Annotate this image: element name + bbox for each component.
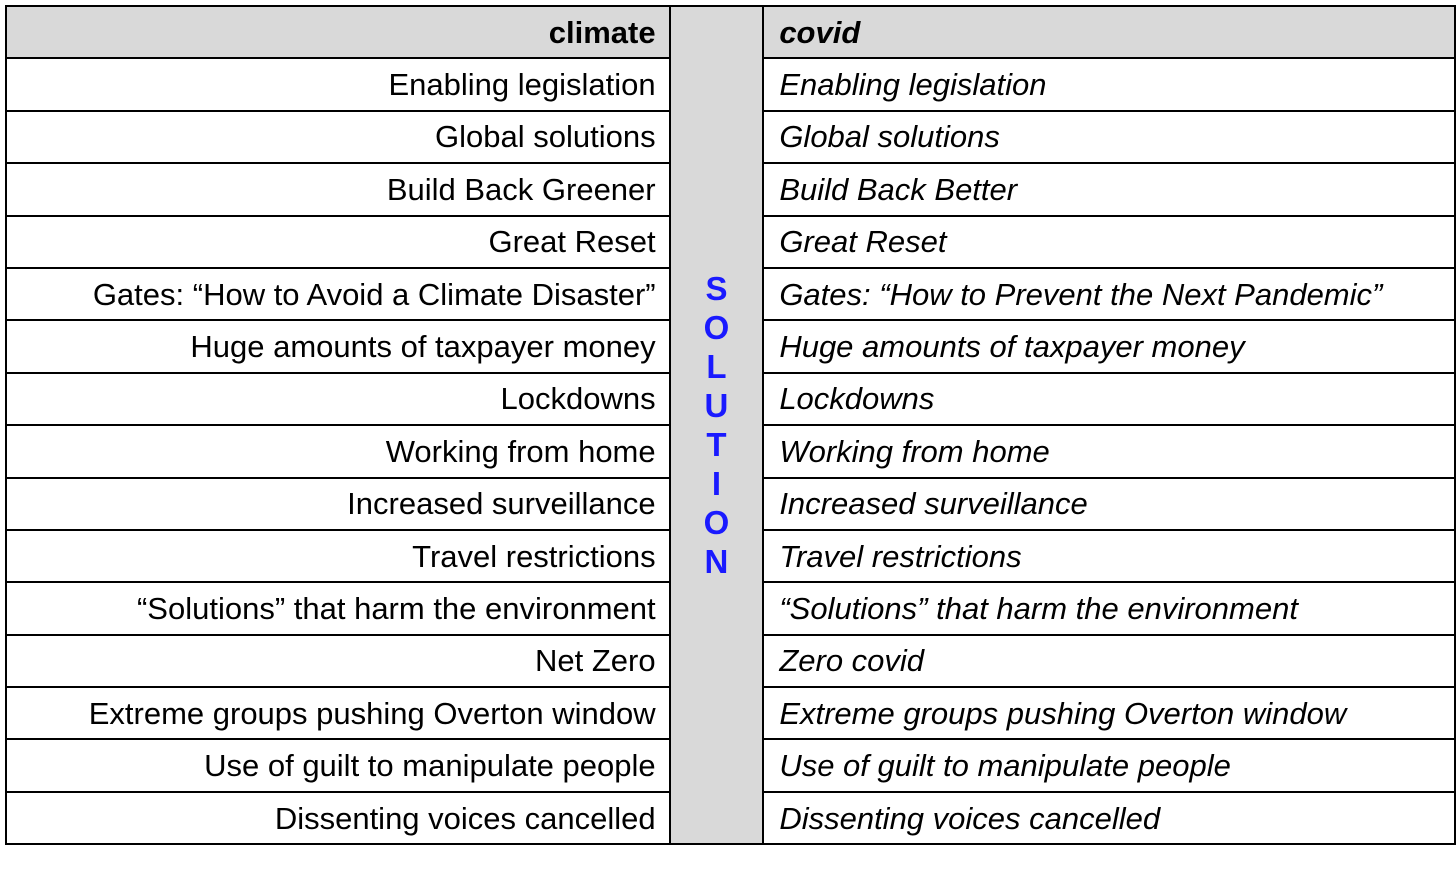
comparison-table: [5, 5, 1456, 845]
climate-cell: Enabling legislation: [6, 58, 670, 110]
climate-cell: Extreme groups pushing Overton window: [6, 687, 670, 739]
climate-cell: “Solutions” that harm the environment: [6, 582, 670, 634]
solution-column: [670, 6, 764, 844]
solution-letter: L: [706, 347, 727, 385]
table-body: [6, 6, 1455, 844]
covid-cell: Extreme groups pushing Overton window: [763, 687, 1455, 739]
climate-cell: Great Reset: [6, 216, 670, 268]
covid-cell: Enabling legislation: [763, 58, 1455, 110]
covid-cell: “Solutions” that harm the environment: [763, 582, 1455, 634]
climate-cell: Travel restrictions: [6, 530, 670, 582]
solution-vertical-label: [704, 271, 730, 580]
covid-cell: Build Back Better: [763, 163, 1455, 215]
covid-cell: Lockdowns: [763, 373, 1455, 425]
solution-letter: N: [704, 542, 729, 580]
solution-letter: T: [706, 425, 727, 463]
climate-cell: Net Zero: [6, 635, 670, 687]
covid-cell: Global solutions: [763, 111, 1455, 163]
covid-cell: Great Reset: [763, 216, 1455, 268]
covid-cell: Zero covid: [763, 635, 1455, 687]
solution-letter: S: [705, 269, 728, 307]
climate-cell: Gates: “How to Avoid a Climate Disaster”: [6, 268, 670, 320]
header-climate: climate: [6, 6, 670, 58]
climate-cell: Working from home: [6, 425, 670, 477]
header-covid: covid: [763, 6, 1455, 58]
solution-letter: O: [703, 308, 730, 346]
covid-cell: Use of guilt to manipulate people: [763, 739, 1455, 791]
solution-letter: I: [711, 464, 722, 502]
climate-cell: Dissenting voices cancelled: [6, 792, 670, 844]
climate-cell: Global solutions: [6, 111, 670, 163]
covid-cell: Working from home: [763, 425, 1455, 477]
covid-cell: Huge amounts of taxpayer money: [763, 320, 1455, 372]
covid-cell: Increased surveillance: [763, 478, 1455, 530]
comparison-table-wrapper: [5, 5, 1456, 845]
climate-cell: Build Back Greener: [6, 163, 670, 215]
climate-cell: Huge amounts of taxpayer money: [6, 320, 670, 372]
covid-cell: Gates: “How to Prevent the Next Pandemic”: [763, 268, 1455, 320]
solution-letter: U: [704, 386, 729, 424]
covid-cell: Dissenting voices cancelled: [763, 792, 1455, 844]
covid-cell: Travel restrictions: [763, 530, 1455, 582]
header-row: [6, 6, 1455, 58]
climate-cell: Lockdowns: [6, 373, 670, 425]
climate-cell: Use of guilt to manipulate people: [6, 739, 670, 791]
solution-letter: O: [703, 503, 730, 541]
climate-cell: Increased surveillance: [6, 478, 670, 530]
